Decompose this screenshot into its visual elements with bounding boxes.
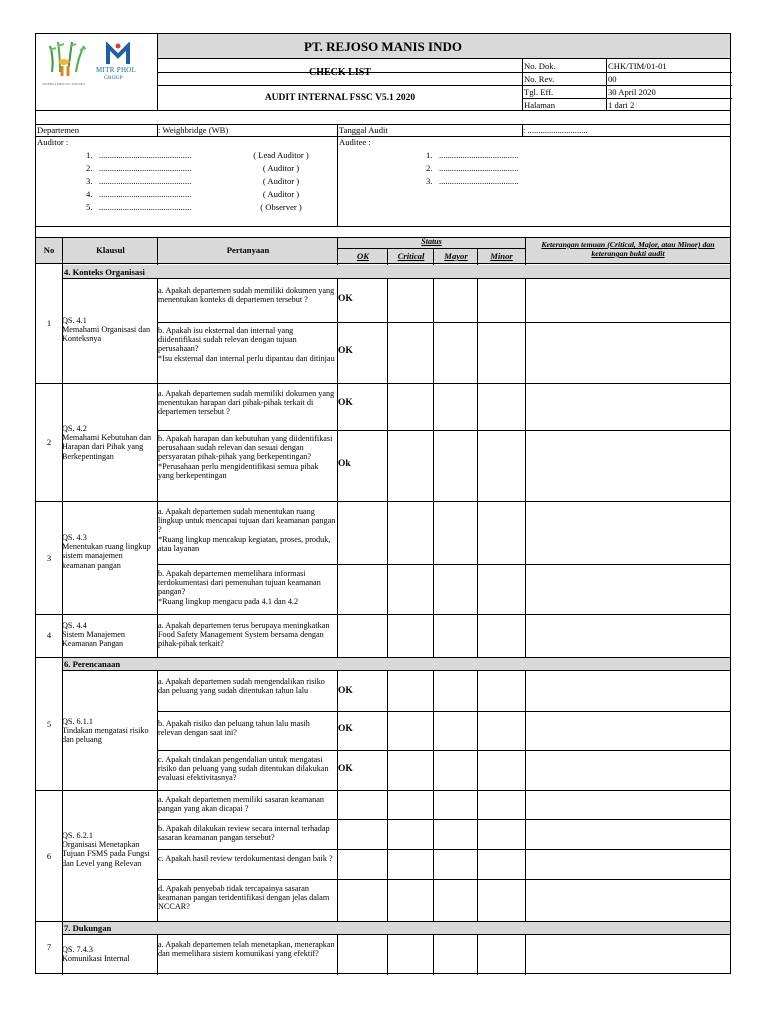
th-mayor: Mayor <box>444 251 468 261</box>
question-6a: a. Apakah departemen memiliki sasaran keamanan pangan yang akan dicapai ? <box>158 795 324 814</box>
auditor-no-2: 2. <box>86 163 93 173</box>
auditor-role-2: ( Auditor ) <box>262 163 300 173</box>
logo-mitrphol-group: GROUP <box>104 75 123 81</box>
th-status: Status <box>421 237 442 246</box>
question-6c: c. Apakah hasil review terdokumentasi dengan baik ? <box>158 854 333 863</box>
auditor-label: Auditor : <box>37 137 69 147</box>
auditor-dots-1: ........................................... <box>99 150 192 160</box>
meta-value-rev: 00 <box>608 74 617 84</box>
auditee-no-2: 2. <box>426 163 433 173</box>
departemen-value: : Weighbridge (WB) <box>158 125 229 135</box>
klausul-7-4-3: QS. 7.4.3 Komunikasi Internal <box>62 945 130 964</box>
status-ok-1a: OK <box>338 294 353 304</box>
question-5c: c. Apakah tindakan pengendalian untuk mengatasi risiko dan peluang yang sudah ditentukan dilakukan evaluasi efektivitasnya? <box>158 755 329 783</box>
auditee-label: Auditee : <box>339 137 371 147</box>
tanggal-audit-label: Tanggal Audit <box>339 125 388 135</box>
logo-mitrphol <box>98 42 138 66</box>
meta-label-eff: Tgl. Eff. <box>524 87 554 97</box>
row-no-7: 7 <box>46 942 52 952</box>
auditor-no-1: 1. <box>86 150 93 160</box>
status-ok-5b: OK <box>338 724 353 734</box>
checklist-page <box>35 33 731 974</box>
tanggal-audit-value: : ............................ <box>523 125 588 135</box>
logo-mitrphol-name: MITR PHOL <box>96 66 137 74</box>
meta-value-halaman: 1 dari 2 <box>608 100 635 110</box>
status-ok-2b: Ok <box>338 459 351 469</box>
logo-rejoso <box>44 38 92 84</box>
question-4a: a. Apakah departemen terus berupaya meningkatkan Food Safety Management System bersama dengan pihak-pihak terkait? <box>158 621 330 649</box>
status-ok-5a: OK <box>338 686 353 696</box>
auditor-dots-3: ........................................... <box>99 176 192 186</box>
departemen-label: Departemen <box>37 125 79 135</box>
row-no-4: 4 <box>46 630 52 640</box>
th-no: No <box>43 245 55 255</box>
status-ok-2a: OK <box>338 398 353 408</box>
auditor-no-3: 3. <box>86 176 93 186</box>
row-no-6: 6 <box>46 851 52 861</box>
row-no-1: 1 <box>46 318 52 328</box>
meta-label-rev: No. Rev. <box>524 74 555 84</box>
auditee-dots-2: ..................................... <box>439 163 519 173</box>
question-6d: d. Apakah penyebab tidak tercapainya sasaran keamanan pangan teridentifikasi dengan jelas dalam NCCAR? <box>158 884 330 912</box>
th-pertanyaan: Pertanyaan <box>226 245 270 255</box>
th-klausul: Klausul <box>96 245 125 255</box>
klausul-4-2: QS. 4.2 Memahami Kebutuhan dan Harapan dari Pihak yang Berkepentingan <box>62 424 152 461</box>
question-6b: b. Apakah dilakukan review secara internal terhadap sasaran keamanan pangan tersebut? <box>158 824 330 843</box>
auditor-dots-2: ........................................... <box>99 163 192 173</box>
question-2a: a. Apakah departemen sudah memiliki dokumen yang menentukan harapan dari pihak-pihak terkait di departemen tersebut ? <box>158 389 335 417</box>
meta-value-dok: CHK/TIM/01-01 <box>608 61 667 71</box>
klausul-4-1: QS. 4.1 Memahami Organisasi dan Konteksnya <box>62 316 151 344</box>
question-5a: a. Apakah departemen sudah mengendalikan risiko dan peluang yang sudah ditentukan tahun lalu <box>158 677 325 696</box>
logo-rejoso-caption: SINERGI MENUJU SUKSES <box>42 82 85 86</box>
status-ok-5c: OK <box>338 764 353 774</box>
auditor-no-5: 5. <box>86 202 93 212</box>
question-1a: a. Apakah departemen sudah memiliki dokumen yang menentukan konteks di departemen tersebut ? <box>158 286 335 305</box>
auditor-role-1: ( Lead Auditor ) <box>253 150 309 160</box>
section-dukungan: 7. Dukungan <box>64 923 112 933</box>
company-name: PT. REJOSO MANIS INDO <box>304 39 462 54</box>
auditee-no-1: 1. <box>426 150 433 160</box>
th-critical: Critical <box>397 251 425 261</box>
klausul-4-3: QS. 4.3 Menentukan ruang lingkup sistem manajemen keamanan pangan <box>62 533 151 570</box>
auditor-role-4: ( Auditor ) <box>262 189 300 199</box>
section-perencanaan: 6. Perencanaan <box>64 659 121 669</box>
row-no-3: 3 <box>46 553 52 563</box>
th-keterangan: Keterangan temuan (Critical, Major, atau Minor) dan keterangan bukti audit <box>541 240 715 258</box>
auditor-dots-4: ........................................... <box>99 189 192 199</box>
th-ok: OK <box>357 251 369 261</box>
question-3a: a. Apakah departemen sudah menentukan ruang lingkup untuk mencapai tujuan dari keamanan pangan ? *Ruang lingkup mencakup kegiatan, proses, produk, atau layanan <box>158 507 336 553</box>
th-minor: Minor <box>490 251 513 261</box>
auditor-role-5: ( Observer ) <box>260 202 302 212</box>
question-7a: a. Apakah departemen telah menetapkan, menerapkan dan memelihara sistem komunikasi yang efektif? <box>158 940 335 959</box>
doc-type: CHECK LIST <box>309 67 371 78</box>
auditor-no-4: 4. <box>86 189 93 199</box>
question-2b: b. Apakah harapan dan kebutuhan yang diidentifikasi perusahaan sudah relevan dan sesuai dengan persyaratan pihak-pihak yang berkepentingan? *Perusahaan perlu mengidentifikasi semua pihak yang berkepentingan <box>158 434 333 480</box>
klausul-6-2-1: QS. 6.2.1 Organisasi Menetapkan Tujuan FSMS pada Fungsi dan Level yang Relevan <box>62 831 150 868</box>
meta-value-eff: 30 April 2020 <box>608 87 656 97</box>
klausul-4-4: QS. 4.4 Sistem Manajemen Keamanan Pangan <box>62 621 125 649</box>
auditor-role-3: ( Auditor ) <box>262 176 300 186</box>
klausul-6-1-1: QS. 6.1.1 Tindakan mengatasi risiko dan peluang <box>62 717 149 745</box>
auditee-dots-3: ..................................... <box>439 176 519 186</box>
question-5b: b. Apakah risiko dan peluang tahun lalu masih relevan dengan saat ini? <box>158 719 310 738</box>
status-ok-1b: OK <box>338 346 353 356</box>
doc-subtitle: AUDIT INTERNAL FSSC V5.1 2020 <box>264 93 416 103</box>
auditee-no-3: 3. <box>426 176 433 186</box>
row-no-5: 5 <box>46 719 52 729</box>
section-konteks: 4. Konteks Organisasi <box>64 267 145 277</box>
row-no-2: 2 <box>46 437 52 447</box>
question-1b: b. Apakah isu eksternal dan internal yang diidentifikasi sudah relevan dengan tujuan perusahaan? *Isu eksternal dan internal perlu dipantau dan ditinjau <box>158 326 335 363</box>
auditee-dots-1: ..................................... <box>439 150 519 160</box>
question-3b: b. Apakah departemen memelihara informasi terdokumentasi dari pemenuhan tujuan keamanan pangan? *Ruang lingkup mengacu pada 4.1 dan 4.2 <box>158 569 321 606</box>
auditor-dots-5: ........................................... <box>99 202 192 212</box>
meta-label-halaman: Halaman <box>524 100 556 110</box>
meta-label-dok: No. Dok. <box>524 61 556 71</box>
